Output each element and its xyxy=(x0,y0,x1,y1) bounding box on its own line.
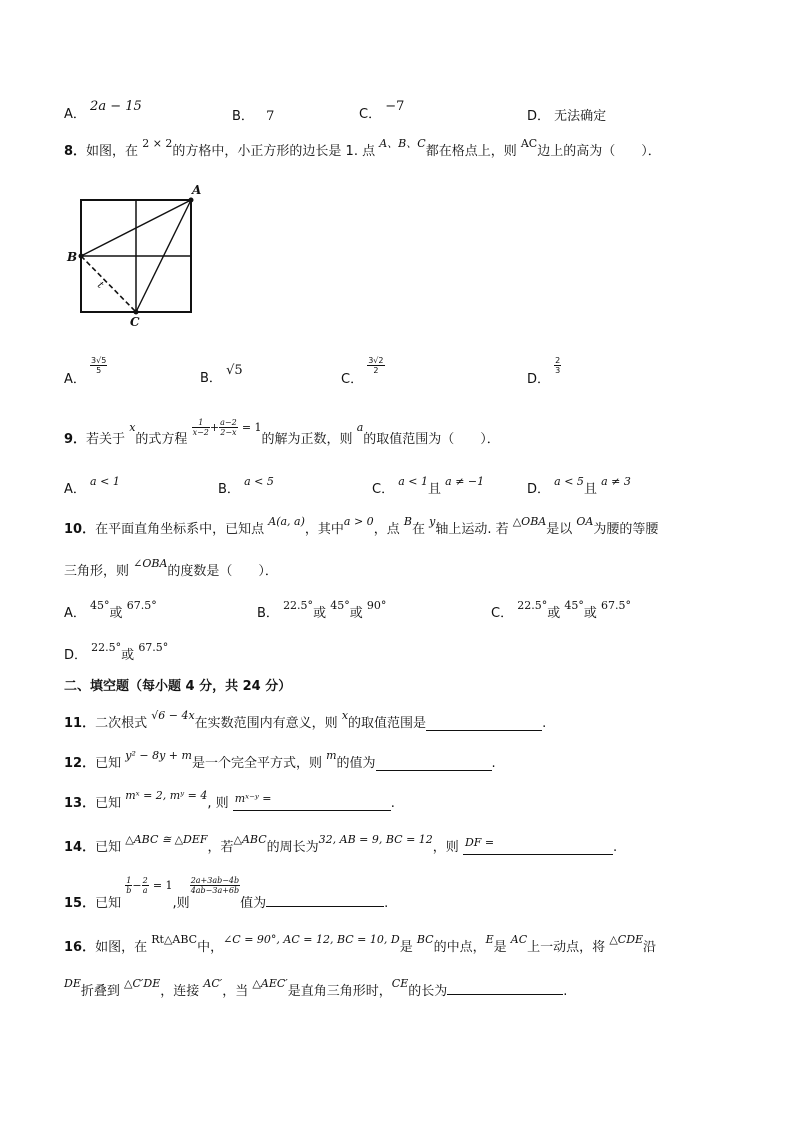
q8-stem xyxy=(64,137,661,159)
text: 沿 xyxy=(643,940,657,955)
option-value: 22.5° xyxy=(283,599,314,612)
text: 的取值范围是 xyxy=(348,716,427,731)
option-value: a ≠ −1 xyxy=(445,475,485,488)
option-label: D． xyxy=(527,482,551,497)
denominator: 2 xyxy=(373,366,379,375)
answer-blank[interactable] xyxy=(447,980,563,995)
math: △ABC xyxy=(233,833,267,846)
text: 在平面直角坐标系中，已知点 xyxy=(95,522,265,537)
math: 32, AB = 9, BC = 12 xyxy=(318,833,433,846)
option-value: 无法确定 xyxy=(554,109,607,124)
option-value: 45° xyxy=(330,599,350,612)
math: A、B、C xyxy=(379,137,426,150)
text: 在 xyxy=(411,522,425,537)
option-label: D． xyxy=(64,648,88,663)
text: 的式方程 xyxy=(135,432,188,447)
math: △C′DE xyxy=(124,977,161,990)
q8-option-a xyxy=(64,356,107,387)
text: 是一个完全平方式，则 xyxy=(191,756,322,771)
math: DE xyxy=(64,977,81,990)
text: ，则 xyxy=(432,840,459,855)
text: 的值为 xyxy=(336,756,376,771)
question-number: 13． xyxy=(64,796,96,811)
option-value: 45° xyxy=(90,599,110,612)
question-number: 16． xyxy=(64,940,96,955)
answer-blank[interactable] xyxy=(463,836,613,855)
option-value: 45° xyxy=(564,599,584,612)
text: 的中点， xyxy=(433,940,486,955)
label-C: C xyxy=(130,315,140,329)
conjunction: 或 xyxy=(583,606,597,621)
option-label: B． xyxy=(218,482,240,497)
option-value: a ≠ 3 xyxy=(601,475,631,488)
option-value: 67.5° xyxy=(126,599,157,612)
q7-option-d xyxy=(527,105,606,124)
label-B: B xyxy=(67,250,78,264)
option-label: B． xyxy=(232,109,254,124)
math: △CDE xyxy=(609,933,644,946)
option-label: B． xyxy=(257,606,279,621)
q9-option-b xyxy=(218,474,274,497)
text: . xyxy=(612,840,618,855)
option-label: A． xyxy=(64,482,86,497)
option-label: C． xyxy=(491,606,514,621)
q10-stem-line1 xyxy=(64,514,658,537)
text: . xyxy=(491,756,496,771)
question-number: 10． xyxy=(64,522,96,537)
option-value: a < 1 xyxy=(90,475,120,488)
math: Rt△ABC xyxy=(151,933,198,946)
option-label: D． xyxy=(527,109,551,124)
text: ,则 xyxy=(172,896,190,911)
option-value: 67.5° xyxy=(601,599,632,612)
conjunction: 或 xyxy=(349,606,363,621)
text: 是 xyxy=(493,940,507,955)
text: 三角形，则 xyxy=(64,564,130,579)
question-number: 12． xyxy=(64,756,96,771)
math: AC xyxy=(520,137,538,150)
math: △ABC ≅ △DEF xyxy=(125,833,208,846)
conjunction: 且 xyxy=(583,482,597,497)
math: x xyxy=(129,421,136,434)
text: 上一动点，将 xyxy=(527,940,606,955)
text: 边上的高为（ ）． xyxy=(537,144,661,159)
text: 值为 xyxy=(240,896,267,911)
q10-stem-line2 xyxy=(64,556,278,579)
text: ，其中 xyxy=(304,522,344,537)
q7-option-c xyxy=(359,99,405,122)
text: , 则 xyxy=(207,796,229,811)
math: = 1 xyxy=(241,421,262,434)
option-value: a < 1 xyxy=(398,475,428,488)
math: mˣ = 2, mʸ = 4 xyxy=(125,789,208,802)
text: ，连接 xyxy=(160,984,200,999)
option-value: 7 xyxy=(266,109,275,124)
q10-option-d xyxy=(64,640,168,663)
math: − xyxy=(132,879,142,892)
fraction xyxy=(367,356,384,375)
math: E xyxy=(485,933,494,946)
option-label: B． xyxy=(200,371,222,386)
math: mˣ⁻ʸ = xyxy=(234,792,272,805)
point-C xyxy=(134,310,139,315)
fraction xyxy=(90,356,107,375)
math: OA xyxy=(576,515,594,528)
math: = 1 xyxy=(152,879,173,892)
fraction xyxy=(190,876,240,895)
answer-blank[interactable] xyxy=(426,716,542,731)
numerator: a−2 xyxy=(220,418,237,427)
text: . xyxy=(390,796,395,811)
text: 是直角三角形时， xyxy=(287,984,392,999)
question-number: 9． xyxy=(64,432,87,447)
math: A(a, a) xyxy=(268,515,305,528)
segment-BC xyxy=(81,256,136,312)
section-title: 二、填空题（每小题 4 分，共 24 分） xyxy=(64,679,292,694)
math: DF = xyxy=(464,836,495,849)
answer-blank[interactable] xyxy=(376,756,492,771)
denominator: 4ab−3a+6b xyxy=(190,886,240,895)
question-number: 8． xyxy=(64,144,87,159)
fraction xyxy=(554,356,561,375)
q13 xyxy=(64,788,395,811)
q15 xyxy=(64,876,388,911)
option-value: √5 xyxy=(226,363,243,378)
text: 是 xyxy=(399,940,413,955)
text: 已知 xyxy=(95,896,122,911)
text: 的周长为 xyxy=(266,840,319,855)
q8-grid-figure xyxy=(64,182,204,332)
text: 如图，在 xyxy=(95,940,148,955)
math: AC′ xyxy=(203,977,223,990)
text: 在实数范围内有意义，则 xyxy=(194,716,338,731)
math: ∠OBA xyxy=(133,557,168,570)
q9-option-d xyxy=(527,474,631,497)
denominator: b xyxy=(126,886,132,895)
math: △OBA xyxy=(512,515,547,528)
math: ∠C = 90°, AC = 12, BC = 10, D xyxy=(223,933,400,946)
math: B xyxy=(403,515,412,528)
option-value: a < 5 xyxy=(244,475,274,488)
answer-blank[interactable] xyxy=(233,792,391,811)
option-label: A． xyxy=(64,372,86,387)
q10-option-b xyxy=(257,598,386,621)
text: 已知 xyxy=(95,796,122,811)
q7-option-b xyxy=(232,105,274,124)
math: CE xyxy=(391,977,409,990)
fraction xyxy=(219,418,238,437)
denominator: a xyxy=(142,886,148,895)
q9-option-c xyxy=(372,474,484,497)
text: 为腰的等腰 xyxy=(593,522,659,537)
q7-option-a xyxy=(64,99,142,122)
text: ，点 xyxy=(373,522,400,537)
math: √6 − 4x xyxy=(151,709,195,722)
math: BC xyxy=(416,933,434,946)
option-value: 22.5° xyxy=(517,599,548,612)
question-number: 14． xyxy=(64,840,96,855)
text: ，若 xyxy=(207,840,234,855)
text: 的长为 xyxy=(408,984,448,999)
option-value: 90° xyxy=(366,599,387,612)
math: △AEC′ xyxy=(252,977,288,990)
text: 都在格点上，则 xyxy=(425,144,517,159)
q9-option-a xyxy=(64,474,120,497)
math: x xyxy=(341,709,349,722)
numerator: 1 xyxy=(192,418,210,428)
fraction xyxy=(142,876,149,895)
conjunction: 或 xyxy=(547,606,561,621)
q14 xyxy=(64,832,617,855)
option-label: A． xyxy=(64,606,86,621)
option-label: C． xyxy=(372,482,395,497)
question-number: 15． xyxy=(64,896,96,911)
q8-option-c xyxy=(341,356,385,387)
text: 二次根式 xyxy=(95,716,148,731)
answer-blank[interactable] xyxy=(266,892,384,907)
text: . xyxy=(542,716,547,731)
text: 的解为正数，则 xyxy=(261,432,353,447)
numerator: 2a+3ab−4b xyxy=(190,876,240,885)
math: y xyxy=(429,515,436,528)
math: AC xyxy=(510,933,528,946)
denominator: 2−x xyxy=(220,428,237,437)
option-value: 2a − 15 xyxy=(90,99,142,114)
numerator: 3√5 xyxy=(91,356,107,365)
text: 如图，在 xyxy=(86,144,139,159)
numerator: 3√2 xyxy=(368,356,384,365)
q8-option-b xyxy=(200,363,243,386)
math: m xyxy=(326,749,337,762)
option-label: C． xyxy=(359,107,382,122)
option-value: a < 5 xyxy=(554,475,584,488)
text: 轴上运动. 若 xyxy=(435,522,509,537)
conjunction: 且 xyxy=(428,482,442,497)
option-value: 67.5° xyxy=(138,641,169,654)
denominator: x−2 xyxy=(192,428,209,437)
point-A xyxy=(189,198,194,203)
text: 的方格中，小正方形的边长是 1. 点 xyxy=(172,144,376,159)
label-A: A xyxy=(192,183,202,197)
fraction xyxy=(192,418,210,437)
point-B xyxy=(79,254,84,259)
option-label: A． xyxy=(64,107,86,122)
q12 xyxy=(64,748,496,771)
text: 已知 xyxy=(95,756,122,771)
math: + xyxy=(209,421,220,434)
option-label: D． xyxy=(527,372,551,387)
denominator: 5 xyxy=(96,366,102,375)
text: 已知 xyxy=(95,840,122,855)
math: 2 × 2 xyxy=(142,137,173,150)
option-label: C． xyxy=(341,372,364,387)
option-value: 22.5° xyxy=(91,641,122,654)
question-number: 11． xyxy=(64,716,96,731)
text: . xyxy=(384,896,389,911)
label-mark: t xyxy=(95,279,106,291)
text: 中， xyxy=(197,940,224,955)
math: a xyxy=(356,421,364,434)
conjunction: 或 xyxy=(121,648,135,663)
q11 xyxy=(64,708,546,731)
text: 是以 xyxy=(546,522,573,537)
text: ，当 xyxy=(222,984,249,999)
conjunction: 或 xyxy=(109,606,123,621)
numerator: 1 xyxy=(126,876,132,885)
q8-option-d xyxy=(527,356,561,387)
denominator: 3 xyxy=(555,366,561,375)
q10-option-c xyxy=(491,598,631,621)
numerator: 2 xyxy=(142,876,148,885)
math: y² − 8y + m xyxy=(125,749,192,762)
text: . xyxy=(563,984,568,999)
numerator: 2 xyxy=(555,356,561,365)
q16-line2 xyxy=(64,976,567,999)
conjunction: 或 xyxy=(313,606,327,621)
q16-line1 xyxy=(64,932,656,955)
q9-stem xyxy=(64,418,500,447)
text: 的度数是（ ）． xyxy=(167,564,278,579)
q10-option-a xyxy=(64,598,157,621)
math: a > 0 xyxy=(343,515,374,528)
text: 的取值范围为（ ）． xyxy=(363,432,500,447)
option-value: −7 xyxy=(385,99,405,114)
text: 折叠到 xyxy=(80,984,120,999)
text: 若关于 xyxy=(86,432,126,447)
